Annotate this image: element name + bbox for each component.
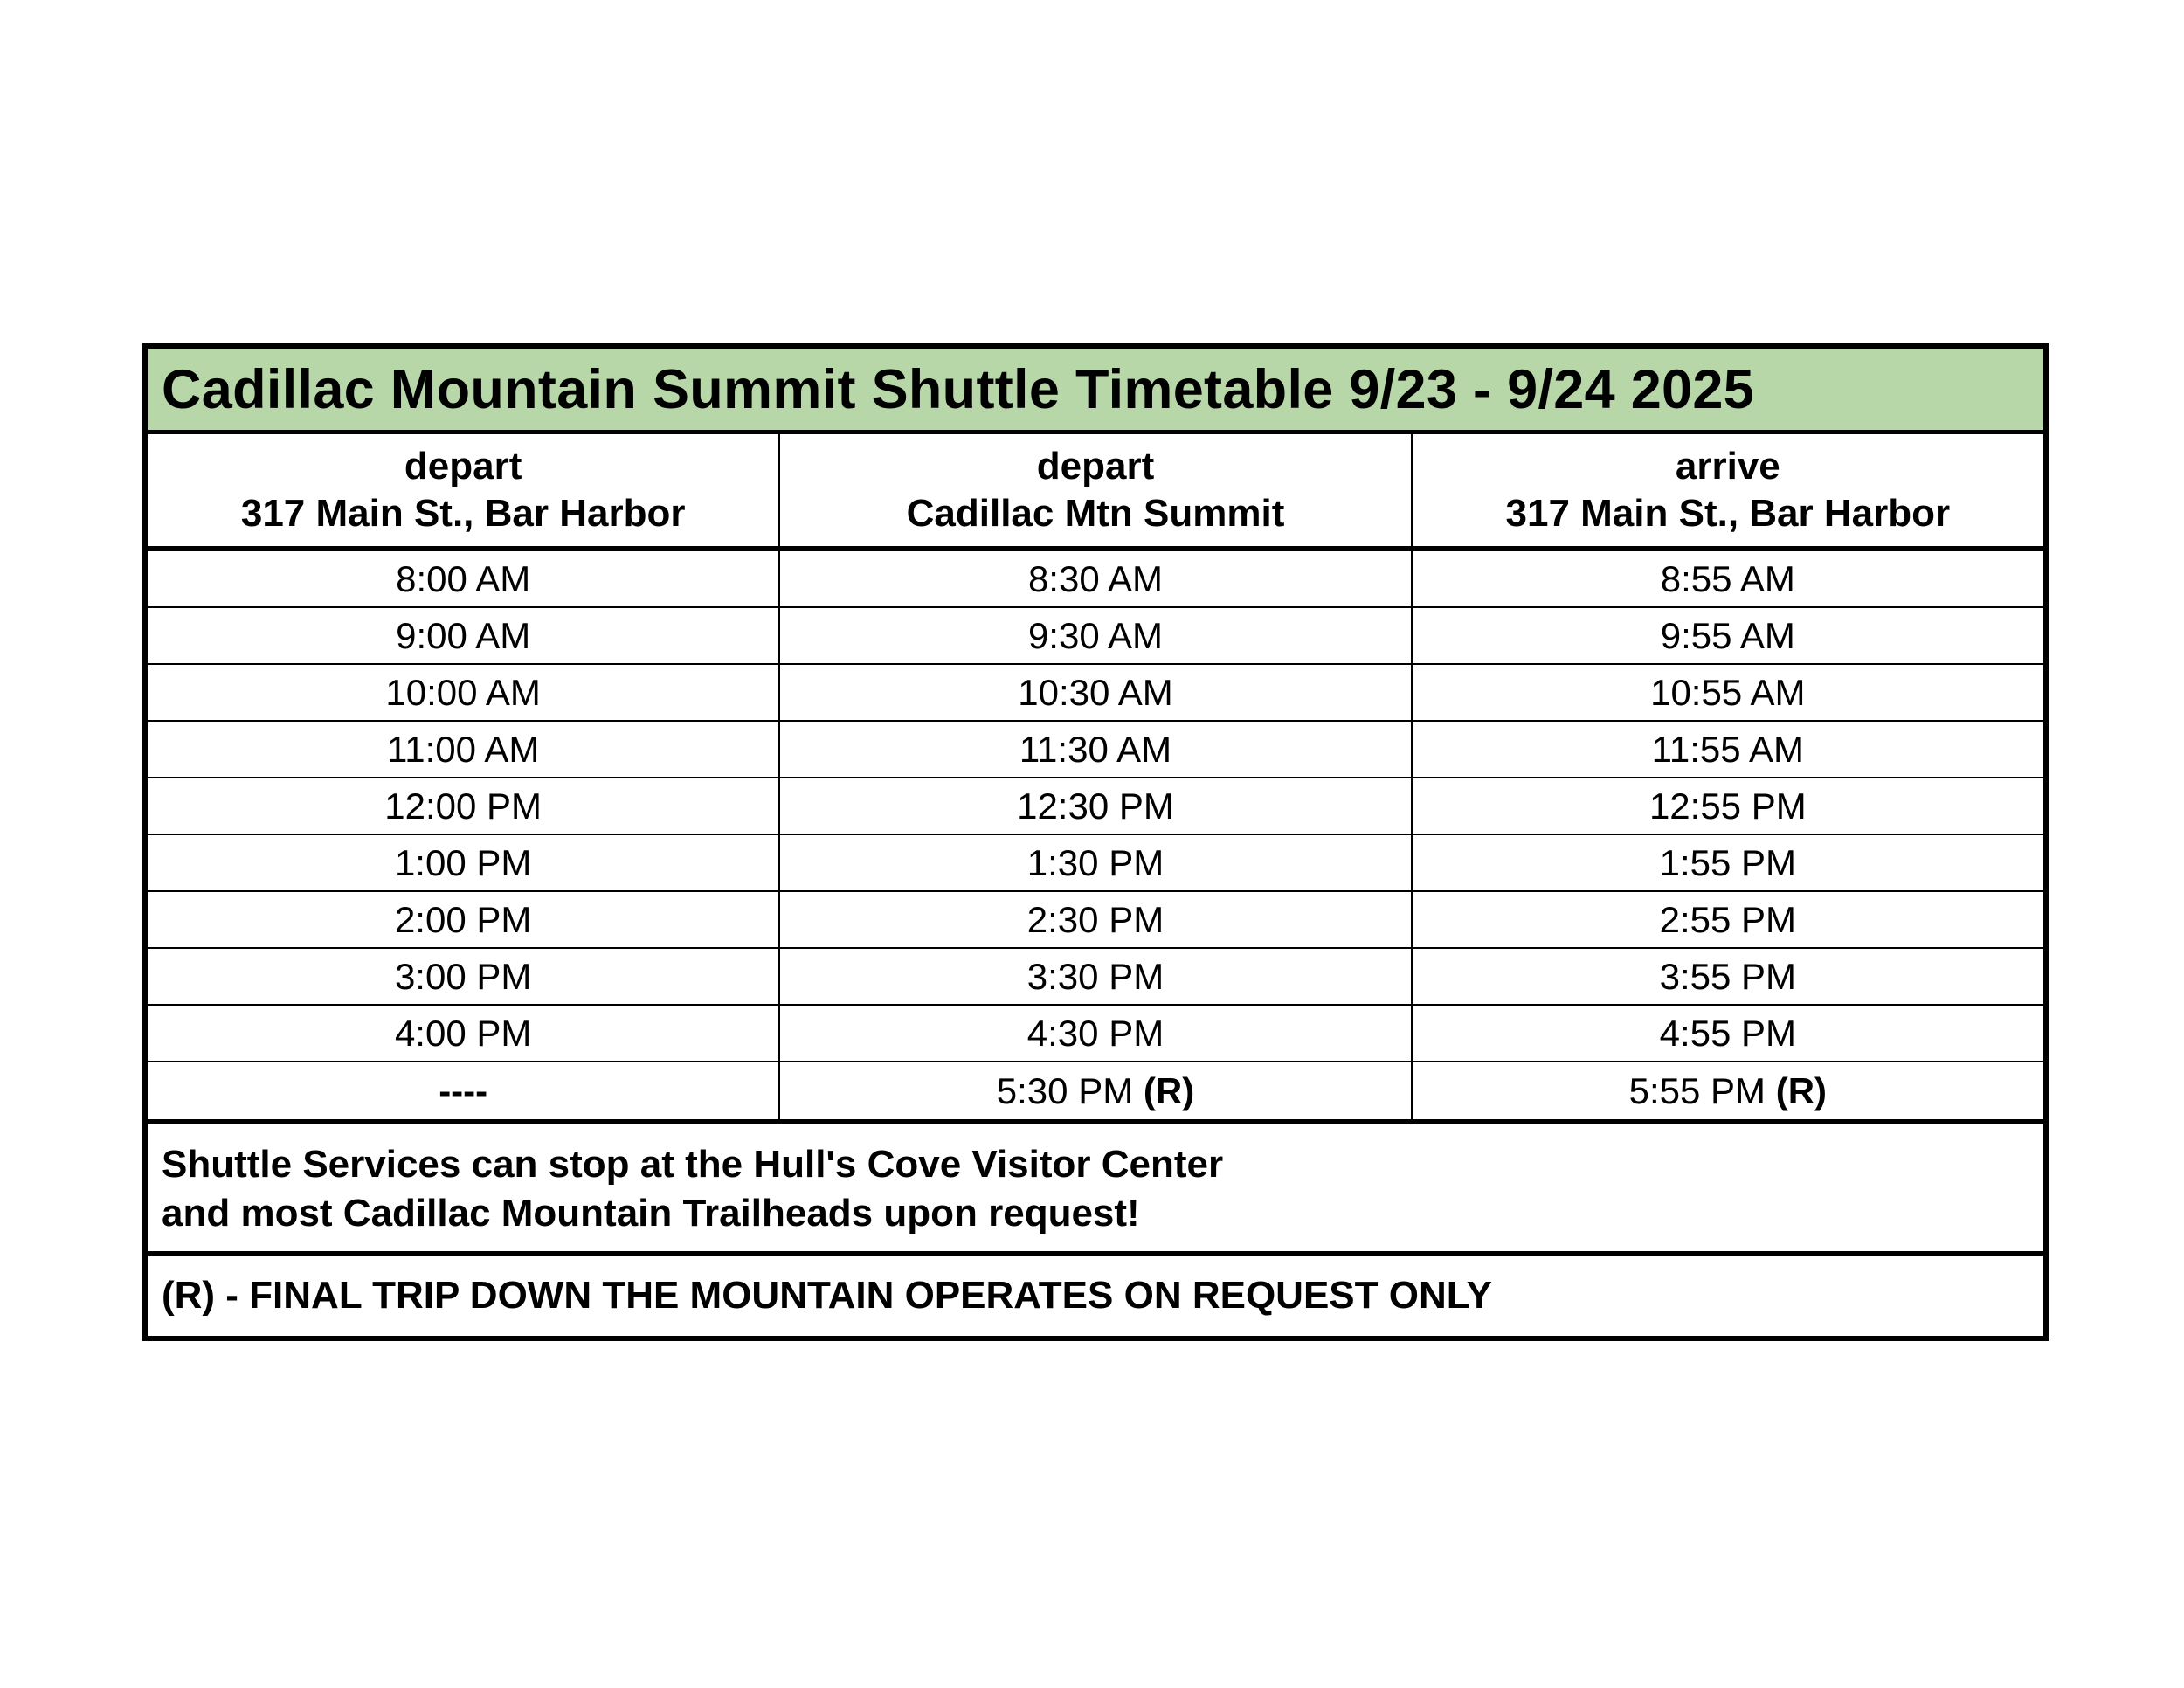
page-title: Cadillac Mountain Summit Shuttle Timetable 9/23 - 9/24 2025	[162, 358, 1755, 420]
table-row	[148, 1005, 2043, 1062]
request-footnote: (R) - FINAL TRIP DOWN THE MOUNTAIN OPERATES ON REQUEST ONLY	[162, 1274, 1492, 1317]
column-action: arrive	[1675, 445, 1780, 488]
table-row	[148, 778, 2043, 834]
time-cell: 2:30 PM	[779, 891, 1411, 948]
timetable-sheet	[142, 343, 2049, 1341]
time-cell: 11:00 AM	[148, 721, 779, 778]
time-cell	[1412, 1062, 2043, 1122]
time-cell: 4:55 PM	[1412, 1005, 2043, 1062]
final-time: 5:55 PM	[1628, 1069, 1766, 1111]
time-cell: 9:00 AM	[148, 607, 779, 664]
time-cell	[148, 1062, 779, 1122]
time-cell: 8:30 AM	[779, 549, 1411, 607]
time-cell: 1:30 PM	[779, 834, 1411, 891]
time-cell: 11:55 AM	[1412, 721, 2043, 778]
column-header	[1412, 434, 2043, 549]
column-header	[148, 434, 779, 549]
time-cell: 12:55 PM	[1412, 778, 2043, 834]
timetable	[148, 434, 2043, 1124]
time-cell: 2:00 PM	[148, 891, 779, 948]
time-cell: 3:55 PM	[1412, 948, 2043, 1005]
table-row	[148, 607, 2043, 664]
time-cell: 1:55 PM	[1412, 834, 2043, 891]
time-cell: 4:30 PM	[779, 1005, 1411, 1062]
note-line: and most Cadillac Mountain Trailheads upon request!	[162, 1192, 1140, 1235]
time-cell: 10:00 AM	[148, 664, 779, 721]
time-cell: 12:30 PM	[779, 778, 1411, 834]
time-cell: 8:00 AM	[148, 549, 779, 607]
column-location: 317 Main St., Bar Harbor	[1505, 492, 1951, 535]
time-cell: 9:55 AM	[1412, 607, 2043, 664]
time-cell: 4:00 PM	[148, 1005, 779, 1062]
time-cell: 1:00 PM	[148, 834, 779, 891]
column-location: 317 Main St., Bar Harbor	[240, 492, 686, 535]
time-cell: 8:55 AM	[1412, 549, 2043, 607]
time-cell: 9:30 AM	[779, 607, 1411, 664]
header-row	[148, 434, 2043, 549]
final-time: 5:30 PM	[996, 1069, 1134, 1111]
title-bar	[148, 349, 2043, 434]
column-action: depart	[404, 445, 522, 488]
table-row	[148, 549, 2043, 607]
time-cell: 10:55 AM	[1412, 664, 2043, 721]
note-line: Shuttle Services can stop at the Hull's Cove Visitor Center	[162, 1143, 1224, 1186]
table-row	[148, 664, 2043, 721]
time-cell: 10:30 AM	[779, 664, 1411, 721]
column-action: depart	[1036, 445, 1155, 488]
no-departure-dash: ----	[439, 1069, 488, 1111]
time-cell: 3:00 PM	[148, 948, 779, 1005]
table-row	[148, 834, 2043, 891]
time-cell	[779, 1062, 1411, 1122]
shuttle-note	[148, 1124, 2043, 1256]
time-cell: 2:55 PM	[1412, 891, 2043, 948]
request-flag: (R)	[1775, 1069, 1828, 1111]
column-location: Cadillac Mtn Summit	[906, 492, 1285, 535]
time-cell: 12:00 PM	[148, 778, 779, 834]
table-row	[148, 721, 2043, 778]
table-row	[148, 948, 2043, 1005]
time-cell: 3:30 PM	[779, 948, 1411, 1005]
request-flag: (R)	[1143, 1069, 1195, 1111]
final-trip-row	[148, 1062, 2043, 1122]
table-row	[148, 891, 2043, 948]
column-header	[779, 434, 1411, 549]
time-cell: 11:30 AM	[779, 721, 1411, 778]
